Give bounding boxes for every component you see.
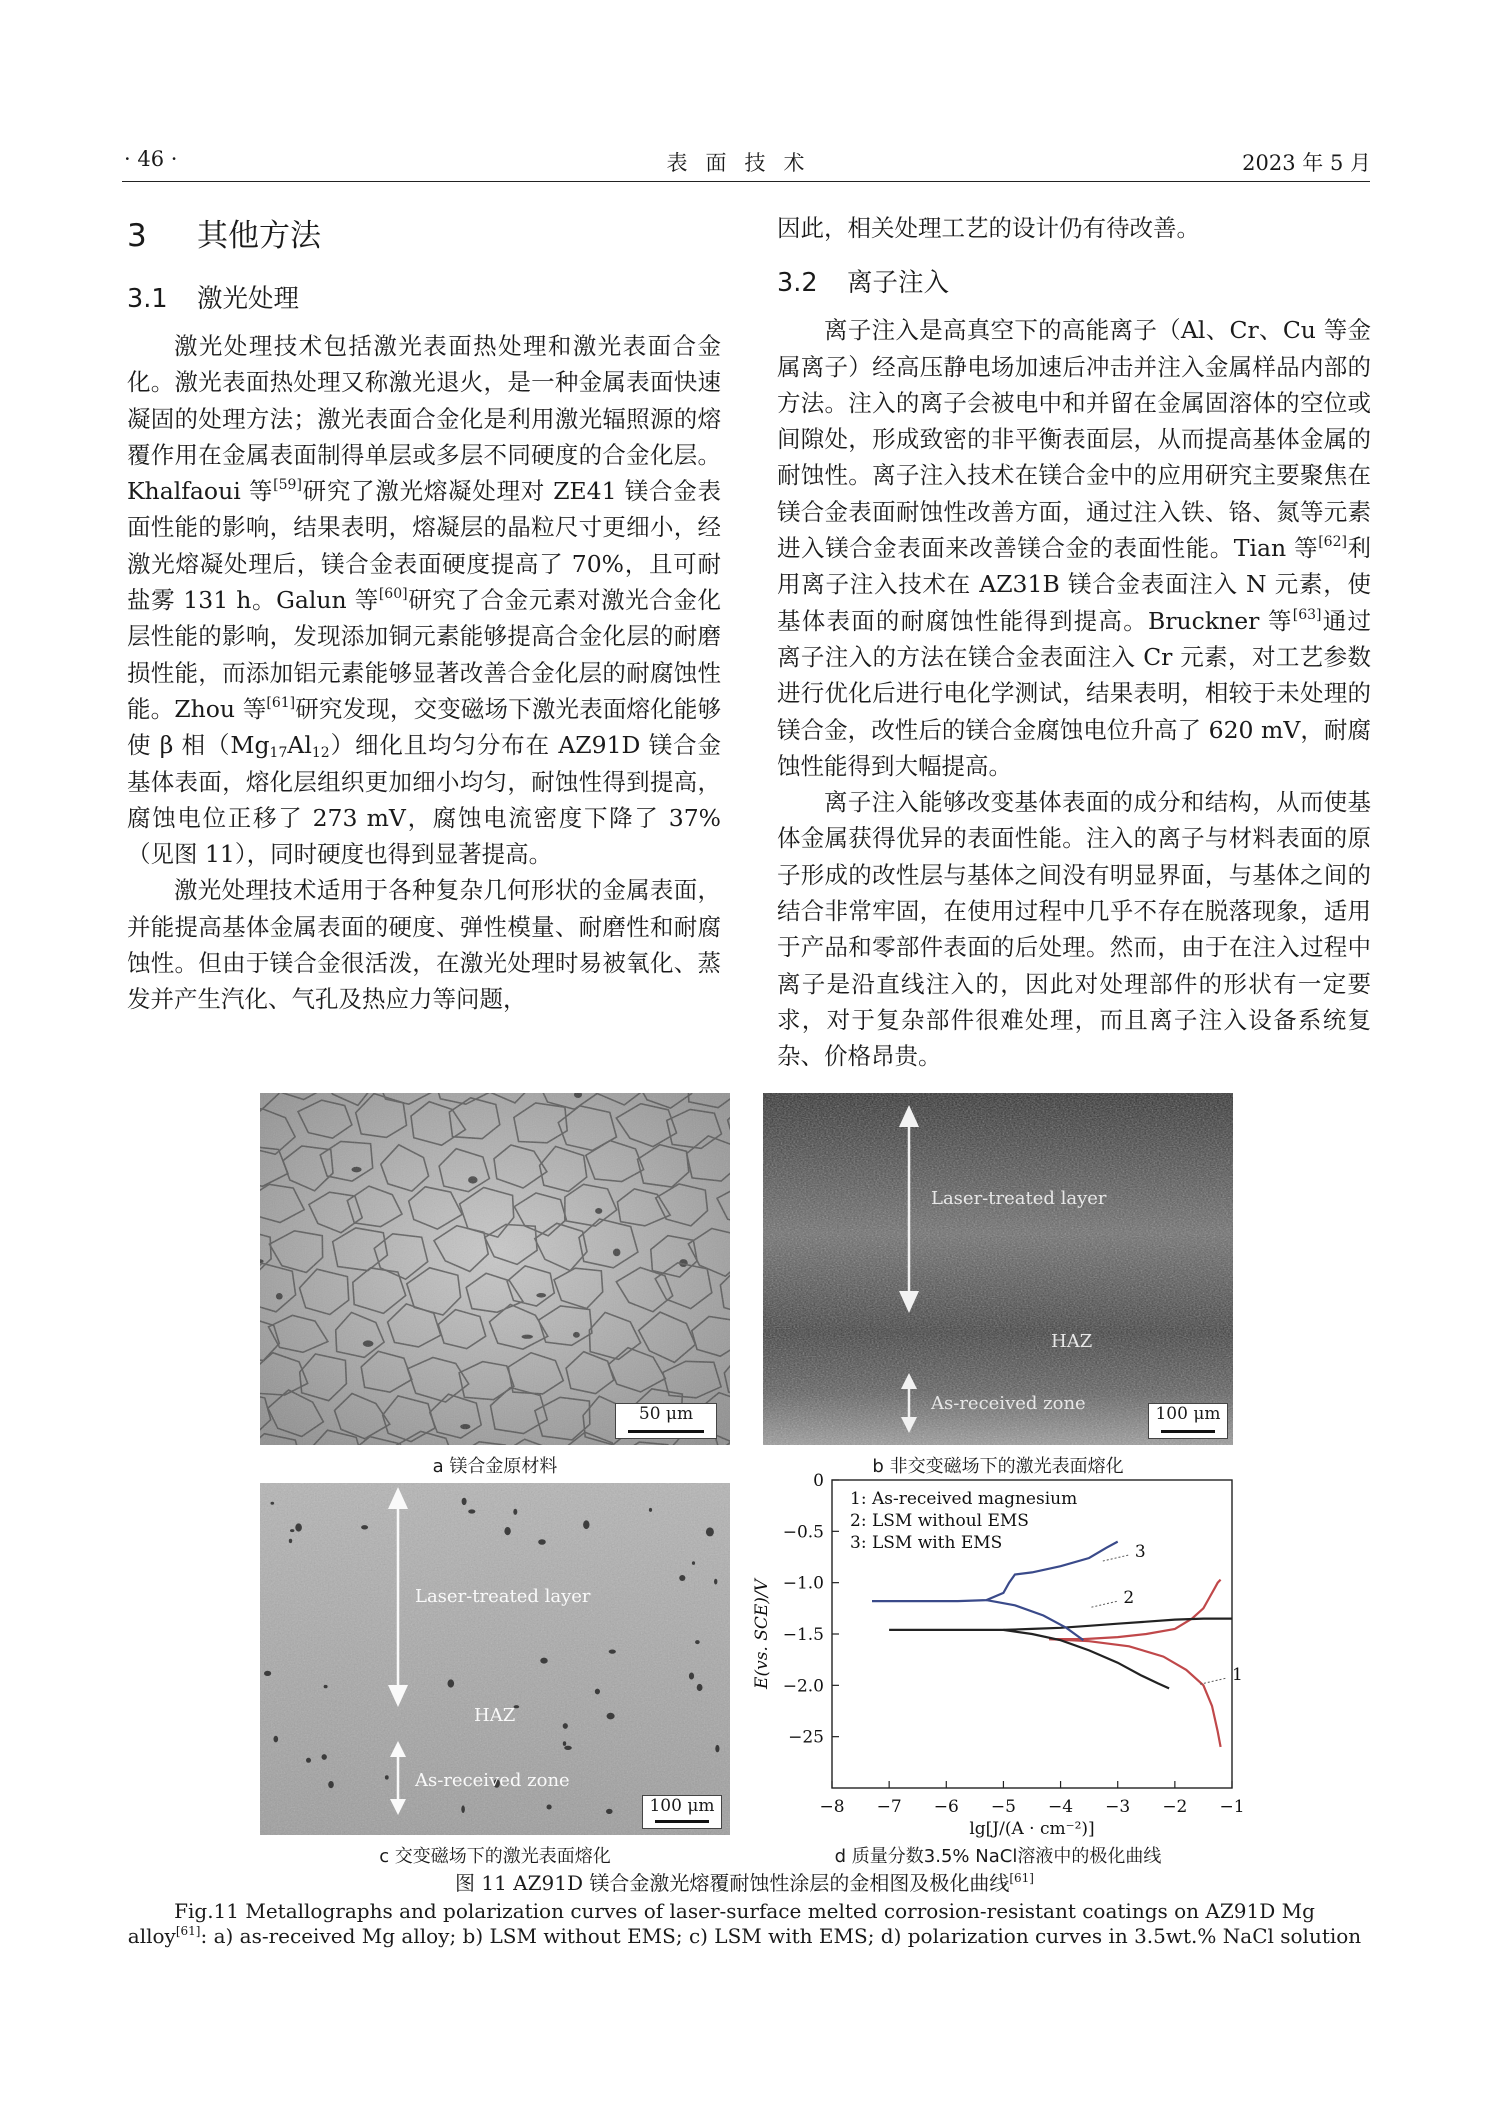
legend-entry: 2: LSM withoul EMS — [850, 1511, 1029, 1531]
citation: [62] — [1318, 534, 1347, 551]
scale-label: 100 μm — [649, 1796, 715, 1816]
label-as-received: As-received zone — [415, 1770, 570, 1791]
text-run: 通过离子注入的方法在镁合金表面注入 Cr 元素，对工艺参数进行优化后进行电化学测试，结果表明，相较于未处理的镁合金，改性后的镁合金腐蚀电位升高了 620 mV，耐腐蚀性能得到大幅提高。 — [777, 606, 1371, 780]
speck — [538, 1539, 546, 1545]
curve-label-leader — [1091, 1601, 1117, 1607]
left-column — [127, 210, 721, 1018]
speck — [461, 1805, 465, 1813]
speck — [563, 1741, 566, 1746]
x-tick-label: −2 — [1162, 1797, 1188, 1817]
citation: [61] — [266, 694, 296, 711]
section-3-2-heading — [777, 264, 1371, 302]
citation: [61] — [1009, 1871, 1034, 1885]
speck — [564, 1746, 572, 1750]
page-number: · 46 · — [124, 147, 178, 171]
speck — [504, 1527, 510, 1535]
figure-caption-en-1: Fig.11 Metallographs and polarization curves of laser-surface melted corrosion-resistant coatings on AZ91D Mg — [174, 1899, 1315, 1923]
speck — [322, 1754, 327, 1760]
speck — [295, 1523, 302, 1531]
scale-bar-b — [1148, 1403, 1228, 1439]
figure-caption-cn — [0, 1871, 1489, 1896]
text-run: 研究发现，交变磁场下激光表面熔化能够使 β 相（Mg — [127, 694, 721, 760]
label-laser-layer: Laser-treated layer — [931, 1188, 1107, 1209]
citation: [61] — [175, 1924, 201, 1938]
issue-date: 2023 年 5 月 — [1242, 151, 1371, 175]
paragraph-ion-1 — [777, 312, 1371, 784]
curve-label-leader — [1200, 1678, 1226, 1684]
series-branch-1 — [1049, 1639, 1221, 1747]
section-number: 3 — [127, 218, 147, 254]
speck — [547, 1805, 552, 1810]
speck — [697, 1684, 703, 1691]
speck — [695, 1640, 700, 1644]
x-axis-label: lg[J/(A · cm⁻²)] — [969, 1819, 1095, 1839]
speck — [706, 1527, 714, 1536]
speck — [607, 1713, 615, 1720]
speck — [306, 1758, 311, 1763]
y-tick-label: −25 — [788, 1727, 824, 1748]
micrograph-c — [260, 1483, 730, 1835]
figure-caption-en-2 — [0, 1924, 1489, 1949]
subsection-title: 激光处理 — [197, 284, 300, 314]
citation: [63] — [1292, 606, 1322, 623]
x-tick-label: −6 — [933, 1797, 959, 1817]
speck — [563, 1723, 568, 1729]
speck — [689, 1673, 694, 1680]
speck — [290, 1529, 294, 1532]
section-3-1-heading — [127, 280, 721, 318]
polarization-chart — [745, 1468, 1245, 1844]
legend-entry: 3: LSM with EMS — [850, 1533, 1003, 1553]
right-column — [777, 210, 1371, 1075]
header-rule — [122, 181, 1370, 182]
x-tick-label: −4 — [1048, 1797, 1074, 1817]
speck — [609, 1650, 616, 1654]
micrograph-a — [260, 1093, 730, 1445]
subscript: 17 — [269, 745, 288, 762]
subsection-title: 离子注入 — [847, 268, 950, 299]
speck — [324, 1685, 328, 1688]
paragraph-laser-2-continued: 因此，相关处理工艺的设计仍有待改善。 — [777, 214, 1200, 242]
speck — [448, 1679, 455, 1687]
speck — [595, 1689, 600, 1695]
speck — [606, 1809, 613, 1814]
caption-panel-b: b 非交变磁场下的激光表面熔化 — [872, 1456, 1124, 1477]
y-tick-label: 0 — [813, 1471, 824, 1491]
speck — [271, 1502, 275, 1505]
x-tick-label: −8 — [819, 1797, 845, 1817]
section-3-heading — [127, 214, 721, 258]
x-tick-label: −3 — [1105, 1797, 1131, 1817]
speck — [361, 1525, 368, 1529]
speck — [264, 1671, 271, 1676]
text-run: 离子注入是高真空下的高能离子（Al、Cr、Cu 等金属离子）经高压静电场加速后冲击并注入金属样品内部的方法。注入的离子会被电中和并留在金属固溶体的空位或间隙处，形成致密的非平衡表面层，从而提高基体金属的耐蚀性。离子注入技术在镁合金中的应用研究主要聚焦在镁合金表面耐蚀性改善方面，通过注入铁、铬、氮等元素进入镁合金表面来改善镁合金的表面性能。Tian 等 — [777, 316, 1371, 563]
x-tick-label: −1 — [1219, 1797, 1245, 1817]
paragraph-ion-2: 离子注入能够改变基体表面的成分和结构，从而使基体金属获得优异的表面性能。注入的离子与材料表面的原子形成的改性层与基体之间没有明显界面，与基体之间的结合非常牢固，在使用过程中几乎不存在脱落现象，适用于产品和零部件表面的后处理。然而，由于在注入过程中离子是沿直线注入的，因此对处理部件的形状有一定要求，对于复杂部件很难处理，而且离子注入设备系统复杂、价格昂贵。 — [777, 788, 1371, 1071]
caption-panel-c: c 交变磁场下的激光表面熔化 — [379, 1846, 611, 1867]
chart-svg — [745, 1468, 1245, 1844]
micrograph-a-image — [260, 1093, 730, 1445]
speck — [289, 1539, 292, 1543]
caption-text: : a) as-received Mg alloy; b) LSM without EMS; c) LSM with EMS; d) polarization curves in 3.5wt.% NaCl solution — [200, 1924, 1362, 1948]
y-tick-label: −2.0 — [782, 1676, 824, 1697]
scale-label: 100 μm — [1155, 1404, 1221, 1424]
speck — [468, 1509, 475, 1513]
curve-label-leader — [1103, 1555, 1129, 1561]
speck — [385, 1775, 389, 1779]
speck — [714, 1579, 717, 1585]
x-tick-label: −5 — [990, 1797, 1016, 1817]
series-line-1 — [1049, 1580, 1221, 1640]
speck — [692, 1561, 695, 1565]
y-tick-label: −1.5 — [782, 1625, 824, 1645]
curve-label: 3 — [1134, 1542, 1146, 1562]
y-tick-label: −1.0 — [782, 1573, 824, 1594]
caption-text: alloy — [127, 1924, 176, 1948]
y-tick-label: −0.5 — [782, 1522, 824, 1543]
paragraph-laser-1 — [127, 328, 721, 872]
speck — [462, 1498, 467, 1505]
speck — [715, 1745, 719, 1752]
subsection-number: 3.2 — [777, 268, 818, 299]
speck — [513, 1509, 517, 1515]
label-as-received: As-received zone — [931, 1393, 1086, 1414]
micrograph-b — [763, 1093, 1233, 1445]
scale-bar-c — [642, 1795, 722, 1829]
label-haz: HAZ — [1051, 1331, 1093, 1352]
x-tick-label: −7 — [876, 1797, 902, 1817]
speck — [540, 1658, 547, 1664]
text-run: 研究了激光熔凝处理对 ZE41 镁合金表面性能的影响，结果表明，熔凝层的晶粒尺寸更细小，经激光熔凝处理后，镁合金表面硬度提高了 70%，且可耐盐雾 131 h。Galun 等 — [127, 477, 721, 615]
paragraph-laser-2: 激光处理技术适用于各种复杂几何形状的金属表面，并能提高基体金属表面的硬度、弹性模量、耐磨性和耐腐蚀性。但由于镁合金很活泼，在激光处理时易被氧化、蒸发并产生汽化、气孔及热应力等问题， — [127, 876, 721, 1014]
citation: [60] — [378, 586, 408, 603]
speck — [649, 1508, 652, 1512]
speck — [583, 1520, 589, 1529]
label-haz: HAZ — [474, 1705, 516, 1726]
legend-entry: 1: As-received magnesium — [850, 1489, 1078, 1509]
text-run: ）细化且均匀分布在 AZ91D 镁合金基体表面，熔化层组织更加细小均匀，耐蚀性得到提高，腐蚀电位正移了 273 mV，腐蚀电流密度下降了 37%（见图 11），同时硬度也得到显著提高。 — [127, 731, 721, 869]
journal-title: 表面技术 — [666, 151, 823, 175]
caption-text: 图 11 AZ91D 镁合金激光熔覆耐蚀性涂层的金相图及极化曲线 — [455, 1871, 1010, 1895]
text-run: Al — [287, 731, 312, 760]
speck — [328, 1781, 334, 1788]
text-run: 激光处理技术包括激光表面热处理和激光表面合金化。激光表面热处理又称激光退火，是一种金属表面快速凝固的处理方法；激光表面合金化是利用激光辐照源的熔覆作用在金属表面制得单层或多层不同硬度的合金化层。Khalfaoui 等 — [127, 332, 721, 506]
citation: [59] — [273, 477, 302, 494]
section-title: 其他方法 — [197, 218, 321, 254]
scale-bar-a — [615, 1403, 717, 1439]
speck — [679, 1575, 685, 1581]
curve-label: 2 — [1123, 1588, 1135, 1609]
subscript: 12 — [311, 745, 330, 762]
caption-panel-a: a 镁合金原材料 — [432, 1456, 558, 1477]
text-run: 研究了合金元素对激光合金化层性能的影响，发现添加铜元素能够提高合金化层的耐磨损性能，而添加铝元素能够显著改善合金化层的耐腐蚀性能。Zhou 等 — [127, 586, 722, 723]
subsection-number: 3.1 — [127, 284, 168, 314]
scale-label: 50 μm — [638, 1404, 694, 1424]
curve-label: 1 — [1232, 1665, 1243, 1686]
y-axis-label: E(vs. SCE)/V — [752, 1579, 772, 1689]
text-run: 利用离子注入技术在 AZ31B 镁合金表面注入 N 元素，使基体表面的耐腐蚀性能得到提高。Bruckner 等 — [777, 534, 1371, 635]
label-laser-layer: Laser-treated layer — [415, 1586, 591, 1607]
caption-panel-d: d 质量分数3.5% NaCl溶液中的极化曲线 — [834, 1846, 1162, 1867]
speck — [274, 1736, 279, 1743]
